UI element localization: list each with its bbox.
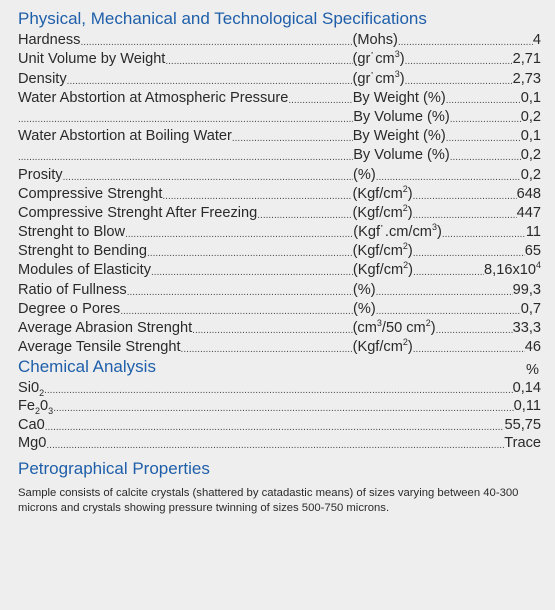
leader-dots xyxy=(151,267,353,279)
spec-value: 0,2 xyxy=(520,147,541,164)
spec-label: Hardness xyxy=(18,32,81,49)
spec-value: 11 xyxy=(525,224,541,241)
spec-value: 46 xyxy=(524,339,541,356)
unit-superscript: 2 xyxy=(403,260,409,271)
spec-value: 0,2 xyxy=(520,166,541,183)
leader-dots xyxy=(376,306,521,318)
spec-row xyxy=(18,203,541,222)
spec-unit: $(gr˙cm^3)$ xyxy=(352,68,405,87)
chem-row xyxy=(18,397,541,416)
leader-dots xyxy=(44,385,512,397)
leader-dots xyxy=(18,152,353,164)
spec-row xyxy=(18,279,541,298)
leader-dots xyxy=(67,76,353,88)
spec-label: Unit Volume by Weight xyxy=(18,51,166,68)
spec-row xyxy=(18,164,541,183)
spec-unit: (%) xyxy=(353,166,376,183)
leader-dots xyxy=(147,248,353,260)
unit-superscript: 3 xyxy=(394,68,400,79)
spec-label: Prosity xyxy=(18,166,63,183)
spec-value: 0,1 xyxy=(520,128,541,145)
spec-unit: $(Kgf/cm^2)$ xyxy=(352,241,413,260)
specs-table xyxy=(18,30,541,356)
leader-dots xyxy=(288,95,352,107)
chem-value: Trace xyxy=(504,435,541,452)
spec-row xyxy=(18,68,541,87)
leader-dots xyxy=(450,114,521,126)
spec-row xyxy=(18,184,541,203)
spec-row xyxy=(18,30,541,49)
leader-dots xyxy=(413,191,517,203)
spec-value: 33,3 xyxy=(512,320,541,336)
unit-superscript: 2 xyxy=(425,318,431,329)
unit-superscript: 2 xyxy=(402,203,408,214)
formula-subscript: 3 xyxy=(48,406,54,417)
chem-value: 0,14 xyxy=(512,379,541,396)
spec-unit: By Weight (%) xyxy=(352,128,446,145)
spec-unit: $(Kgf/cm^2)$ xyxy=(352,203,413,221)
formula-subscript: 2 xyxy=(39,387,45,398)
leader-dots xyxy=(162,191,352,203)
spec-unit: ($cm^3/50$ $cm^2$) xyxy=(352,318,436,336)
spec-label: Average Tensile Strenght xyxy=(18,339,181,356)
spec-label: Average Abrasion Strenght xyxy=(18,320,193,336)
leader-dots xyxy=(376,287,513,299)
leader-dots xyxy=(125,229,353,241)
spec-unit: $(Kgf˙.cm/cm^3)$ xyxy=(353,222,442,241)
leader-dots xyxy=(446,133,521,145)
leader-dots xyxy=(181,344,353,356)
formula-subscript: 2 xyxy=(35,406,41,417)
spec-row xyxy=(18,260,541,279)
leader-dots xyxy=(63,172,353,184)
leader-dots xyxy=(413,344,525,356)
chem-value: 0,11 xyxy=(513,398,541,415)
spec-title: Physical, Mechanical and Technological Specifications xyxy=(18,9,427,28)
spec-row xyxy=(18,337,541,356)
spec-unit: $(Kgf/cm^2)$ xyxy=(352,337,413,356)
chem-value: 55,75 xyxy=(504,416,541,433)
spec-unit: By Weight (%) xyxy=(352,89,446,106)
unit-superscript: 3 xyxy=(394,49,400,60)
spec-value: 99,3 xyxy=(512,281,541,298)
leader-dots xyxy=(120,306,353,318)
spec-unit: By Volume (%) xyxy=(353,108,450,125)
spec-unit: (%) xyxy=(353,300,376,317)
leader-dots xyxy=(446,95,521,107)
spec-row xyxy=(18,145,541,164)
spec-label: Modules of Elasticity xyxy=(18,262,152,279)
leader-dots xyxy=(257,210,352,222)
leader-dots xyxy=(405,56,513,68)
spec-unit: (%) xyxy=(352,281,376,298)
leader-dots xyxy=(45,422,505,434)
petro-text: Sample consists of calcite crystals (shattered by catadastic means) of sizes varying between 40-300 microns and crystals showing pressure twinning of sizes 500-750 microns. xyxy=(18,487,519,515)
spec-row xyxy=(18,88,541,107)
unit-superscript: 3 xyxy=(376,318,382,329)
spec-row xyxy=(18,318,541,337)
leader-dots xyxy=(18,114,353,126)
spec-value: $8,16x10^4$ xyxy=(484,260,541,279)
leader-dots xyxy=(192,325,352,337)
value-superscript: 4 xyxy=(535,260,541,271)
spec-unit: By Volume (%) xyxy=(353,147,450,164)
petro-title: Petrographical Properties xyxy=(18,459,210,479)
chem-formula: $Fe_20_3$ xyxy=(18,398,54,417)
chem-title: Chemical Analysis xyxy=(18,357,156,377)
chem-formula: Ca0 xyxy=(18,416,45,433)
spec-value: 65 xyxy=(524,243,541,260)
spec-label: Ratio of Fullness xyxy=(18,281,127,298)
leader-dots xyxy=(80,37,352,49)
unit-superscript: 2 xyxy=(402,241,408,252)
spec-value: 0,7 xyxy=(520,300,541,317)
spec-label: Density xyxy=(18,70,67,87)
spec-row xyxy=(18,107,541,126)
spec-value: 0,2 xyxy=(520,108,541,125)
leader-dots xyxy=(232,133,353,145)
leader-dots xyxy=(405,76,513,88)
spec-label: Strenght to Blow xyxy=(18,224,126,241)
spec-value: 2,73 xyxy=(512,70,541,87)
chem-unit: % xyxy=(526,362,539,379)
leader-dots xyxy=(165,56,352,68)
spec-value: 4 xyxy=(532,32,541,49)
chem-row xyxy=(18,415,541,434)
leader-dots xyxy=(127,287,353,299)
leader-dots xyxy=(398,37,533,49)
spec-row xyxy=(18,126,541,145)
spec-unit: (Mohs) xyxy=(352,32,398,49)
leader-dots xyxy=(450,152,521,164)
spec-unit: $(gr˙cm^3)$ xyxy=(352,49,405,68)
spec-row xyxy=(18,222,541,241)
chem-header xyxy=(18,356,541,378)
leader-dots xyxy=(413,267,484,279)
leader-dots xyxy=(413,210,517,222)
chem-row xyxy=(18,434,541,453)
spec-unit: $(Kgf/cm^2)$ xyxy=(352,260,414,279)
unit-superscript: 2 xyxy=(402,337,408,348)
leader-dots xyxy=(436,325,513,337)
spec-label: Strenght to Bending xyxy=(18,243,148,260)
spec-row xyxy=(18,241,541,260)
spec-value: 0,1 xyxy=(520,89,541,106)
leader-dots xyxy=(376,172,521,184)
spec-label: Compressive Strenght After Freezing xyxy=(18,204,258,221)
spec-label: Compressive Strenght xyxy=(18,185,163,202)
leader-dots xyxy=(413,248,525,260)
spec-label: Water Abstortion at Atmospheric Pressure xyxy=(18,89,289,106)
chem-row xyxy=(18,378,541,397)
spec-value: 2,71 xyxy=(512,51,541,68)
spec-unit: $(Kgf/cm^2)$ xyxy=(352,183,413,202)
leader-dots xyxy=(53,403,513,415)
unit-superscript: 3 xyxy=(431,222,437,233)
spec-label: Degree o Pores xyxy=(18,300,121,317)
leader-dots xyxy=(46,440,504,452)
spec-row xyxy=(18,299,541,318)
leader-dots xyxy=(442,229,526,241)
spec-row xyxy=(18,49,541,68)
chem-formula: Mg0 xyxy=(18,435,47,452)
spec-label: Water Abstortion at Boiling Water xyxy=(18,128,232,145)
chem-formula: $Si0_2$ xyxy=(18,379,45,398)
unit-superscript: 2 xyxy=(402,183,408,194)
chem-table xyxy=(18,378,541,452)
spec-value: 648 xyxy=(516,185,541,202)
spec-value: 447 xyxy=(516,204,541,221)
